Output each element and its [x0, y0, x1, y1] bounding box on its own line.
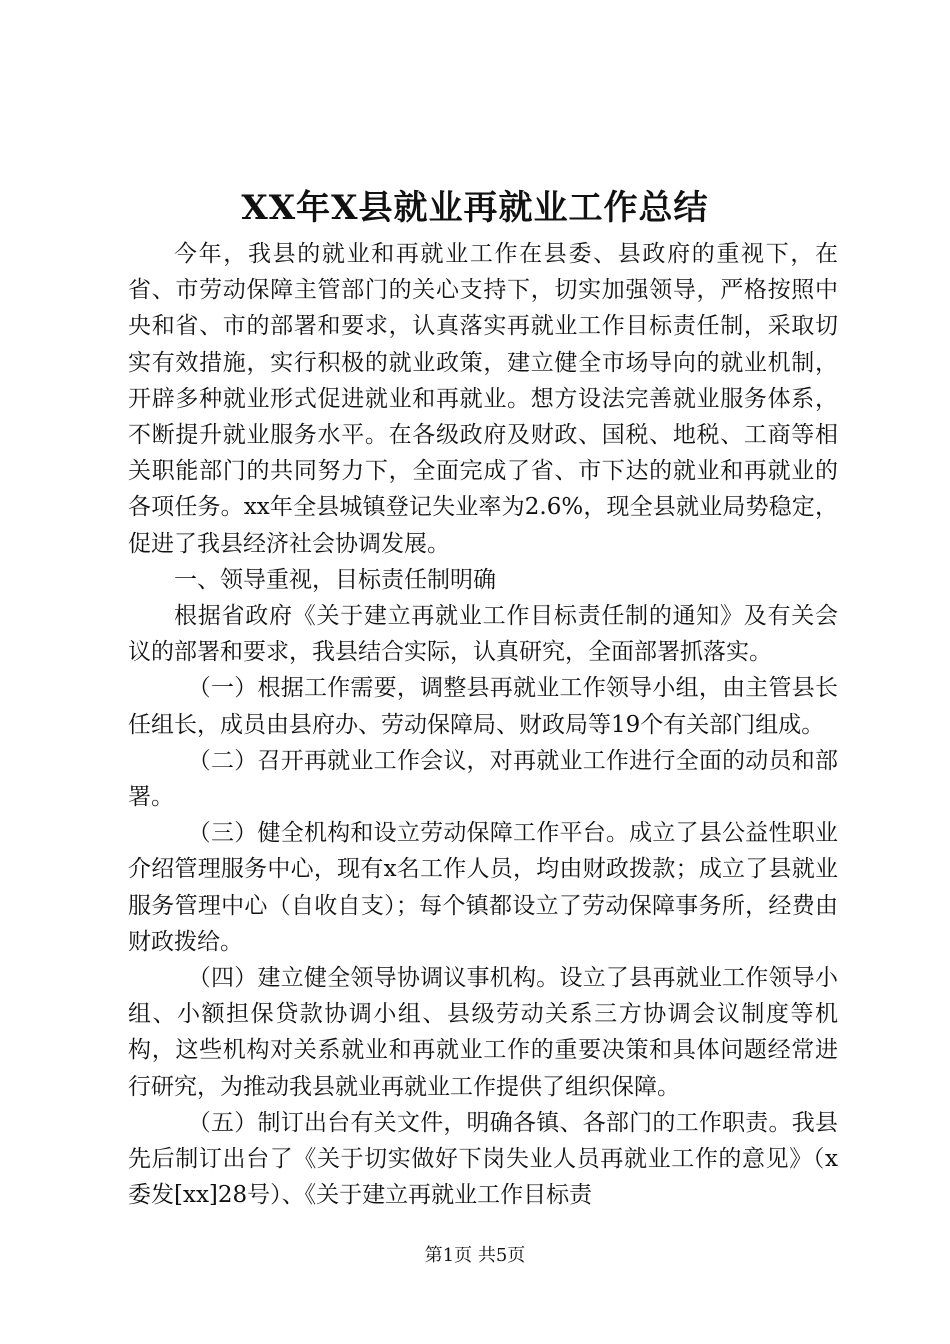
document-title: XX年X县就业再就业工作总结 [241, 188, 709, 228]
item-3-paragraph: （三）健全机构和设立劳动保障工作平台。成立了县公益性职业介绍管理服务中心，现有x名工作人员，均由财政拨款；成立了县就业服务管理中心（自收自支）；每个镇都设立了劳动保障事务所，经费由财政拨给。 [128, 820, 838, 955]
item-2-paragraph: （二）召开再就业工作会议，对再就业工作进行全面的动员和部署。 [128, 747, 838, 811]
intro-paragraph: 今年，我县的就业和再就业工作在县委、县政府的重视下，在省、市劳动保障主管部门的关心支持下，切实加强领导，严格按照中央和省、市的部署和要求，认真落实再就业工作目标责任制，采取切实有效措施，实行积极的就业政策，建立健全市场导向的就业机制，开辟多种就业形式促进就业和再就业。想方设法完善就业服务体系，不断提升就业服务水平。在各级政府及财政、国税、地税、工商等相关职能部门的共同努力下，全面完成了省、市下达的就业和再就业的各项任务。xx年全县城镇登记失业率为2.6%，现全县就业局势稳定，促进了我县经济社会协调发展。 [128, 241, 838, 557]
section-heading: 一、领导重视，目标责任制明确 [174, 566, 496, 593]
item-5-paragraph: （五）制订出台有关文件，明确各镇、各部门的工作职责。我县先后制订出台了《关于切实做好下岗失业人员再就业工作的意见》（x委发[xx]28号）、《关于建立再就业工作目标责 [128, 1109, 838, 1209]
section-intro-paragraph: 根据省政府《关于建立再就业工作目标责任制的通知》及有关会议的部署和要求，我县结合实际，认真研究，全面部署抓落实。 [128, 603, 838, 666]
item-1-paragraph: （一）根据工作需要，调整县再就业工作领导小组，由主管县长任组长，成员由县府办、劳动保障局、财政局等19个有关部门组成。 [128, 675, 838, 738]
item-4-paragraph: （四）建立健全领导协调议事机构。设立了县再就业工作领导小组、小额担保贷款协调小组、县级劳动关系三方协调会议制度等机构，这些机构对关系就业和再就业工作的重要决策和具体问题经常进行研究，为推动我县就业再就业工作提供了组织保障。 [128, 965, 838, 1100]
page-footer: 第1页 共5页 [424, 1245, 526, 1266]
document-body [128, 236, 838, 1213]
